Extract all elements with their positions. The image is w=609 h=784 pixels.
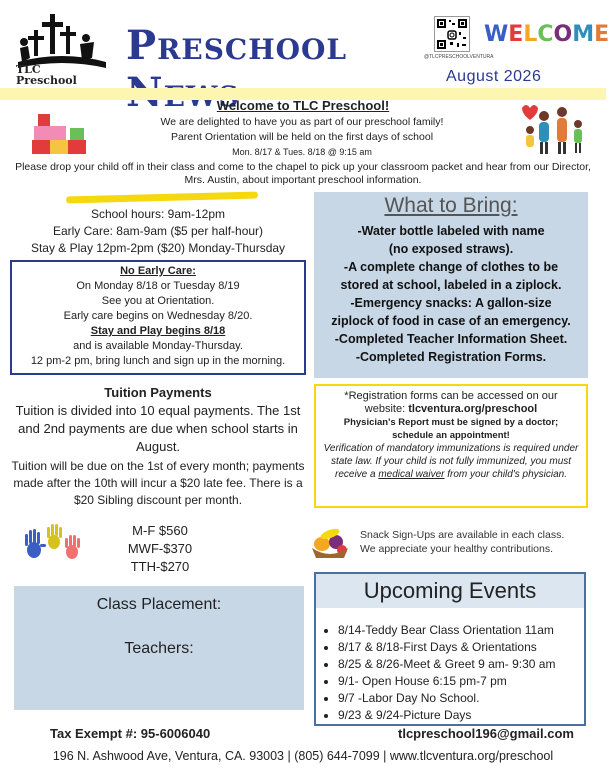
qr-code <box>434 16 470 52</box>
price-tth: TTH-$270 <box>130 559 190 574</box>
drop-off-instructions: Please drop your child off in their class and come to the chapel to pick up your classroom packet and hear from our Director, Mrs. Austin, about important preschool information. <box>15 161 591 186</box>
medical-waiver: medical waiver <box>378 469 445 480</box>
snack-line-2: We appreciate your healthy contributions. <box>360 543 553 555</box>
registration-box <box>314 384 588 508</box>
website-prefix: website: <box>364 403 409 415</box>
website-link[interactable]: tlcventura.org/preschool <box>408 403 538 415</box>
toy-blocks-illustration <box>30 108 90 156</box>
tuition-section <box>8 384 308 509</box>
page-title: Preschool <box>126 22 348 69</box>
bring-item: -Water bottle labeled with name <box>357 224 545 238</box>
class-placement-label: Class Placement: <box>96 596 222 613</box>
bring-item: -Emergency snacks: A gallon-size <box>350 296 552 310</box>
school-hours <box>8 206 308 257</box>
welcome-letter: W <box>484 22 509 47</box>
no-early-care-box <box>10 260 306 375</box>
welcome-line-1: We are delighted to have you as part of our preschool family! <box>160 116 444 128</box>
event-item: • 9/23 & 9/24-Picture Days <box>338 707 600 724</box>
what-to-bring-list <box>314 222 588 366</box>
stay-play-line: Stay & Play 12pm-2pm ($20) Monday-Thursday <box>30 241 286 255</box>
tax-exempt-number: Tax Exempt #: 95-6006040 <box>50 726 211 741</box>
what-to-bring-title: What to Bring: <box>384 194 518 217</box>
immunization-text: Verification of mandatory immunizations is required under state law. If your child is not fully immunized, you must receive a <box>323 443 579 480</box>
highlight-stroke <box>66 191 258 203</box>
event-item: • 8/17 & 8/18-First Days & Orientations <box>338 639 600 656</box>
welcome-letter: E <box>594 22 609 47</box>
event-item: • 8/14-Teddy Bear Class Orientation 11am <box>338 622 600 639</box>
welcome-letter: M <box>572 22 595 47</box>
family-illustration <box>512 100 592 156</box>
welcome-heading: Welcome to TLC Preschool! <box>216 98 390 113</box>
no-early-line-2: See you at Orientation. <box>101 295 215 307</box>
welcome-line-2: Parent Orientation will be held on the first days of school <box>170 131 434 143</box>
price-mf: M-F $560 <box>132 523 188 538</box>
immunization-note <box>316 442 586 481</box>
welcome-letter: C <box>537 22 554 47</box>
tuition-paragraph-2: Tuition will be due on the 1st of every month; payments made after the 10th will incur a $20 late fee. There is a $20 Sibling discount per month. <box>11 459 305 507</box>
price-mwf: MWF-$370 <box>127 541 193 556</box>
orientation-dates: Mon. 8/17 & Tues. 8/18 @ 9:15 am <box>232 147 372 157</box>
school-hours-line: School hours: 9am-12pm <box>90 207 226 221</box>
logo-text: TLC Preschool <box>16 63 77 87</box>
contact-email[interactable]: tlcpreschool196@gmail.com <box>398 726 574 741</box>
bring-item: -A complete change of clothes to be <box>343 260 559 274</box>
bring-item: -Completed Teacher Information Sheet. <box>334 332 568 346</box>
tuition-prices <box>100 522 220 576</box>
bring-item: stored at school, labeled in a ziplock. <box>340 278 562 292</box>
no-early-care-title: No Early Care: <box>120 265 196 277</box>
welcome-word <box>484 22 609 47</box>
events-list <box>322 622 600 724</box>
tuition-paragraph-1: Tuition is divided into 10 equal payments. The 1st and 2nd payments are due when school starts in August. <box>15 403 301 454</box>
no-early-line-5: 12 pm-2 pm, bring lunch and sign up in the morning. <box>30 355 286 367</box>
issue-month: August 2026 <box>446 68 542 85</box>
registration-line-1: *Registration forms can be accessed on our <box>344 390 558 402</box>
event-item: • 9/7 -Labor Day No School. <box>338 690 600 707</box>
stay-play-title: Stay and Play begins 8/18 <box>90 325 226 337</box>
footer-address: 196 N. Ashwood Ave, Ventura, CA. 93003 | (805) 644-7099 | www.tlcventura.org/preschool <box>52 749 554 763</box>
early-care-line: Early Care: 8am-9am ($5 per half-hour) <box>52 224 264 238</box>
no-early-line-1: On Monday 8/18 or Tuesday 8/19 <box>76 280 240 292</box>
physician-note: Physician's Report must be signed by a doctor; schedule an appointment! <box>343 417 559 441</box>
upcoming-events-title: Upcoming Events <box>363 578 537 603</box>
welcome-letter: L <box>523 22 538 47</box>
registration-line-2 <box>316 403 586 416</box>
welcome-letter: O <box>553 22 573 47</box>
fruit-basket-illustration <box>310 524 350 560</box>
welcome-letter: E <box>508 22 524 47</box>
event-item: • 9/1- Open House 6:15 pm-7 pm <box>338 673 600 690</box>
event-item: • 8/25 & 8/26-Meet & Greet 9 am- 9:30 am <box>338 656 600 673</box>
snack-signup <box>360 528 590 556</box>
bring-item: (no exposed straws). <box>388 242 514 256</box>
snack-line-1: Snack Sign-Ups are available in each class. <box>360 529 565 541</box>
qr-caption: @TLCPRESCHOOLVENTURA <box>424 54 494 60</box>
no-early-line-4: and is available Monday-Thursday. <box>73 340 243 352</box>
bring-item: -Completed Registration Forms. <box>355 350 547 364</box>
no-early-line-3: Early care begins on Wednesday 8/20. <box>63 310 253 322</box>
teachers-label: Teachers: <box>124 640 194 657</box>
handprints-illustration <box>20 520 84 564</box>
tuition-heading: Tuition Payments <box>104 385 212 400</box>
immunization-end: from your child's physician. <box>447 469 567 480</box>
bring-item: ziplock of food in case of an emergency. <box>331 314 571 328</box>
